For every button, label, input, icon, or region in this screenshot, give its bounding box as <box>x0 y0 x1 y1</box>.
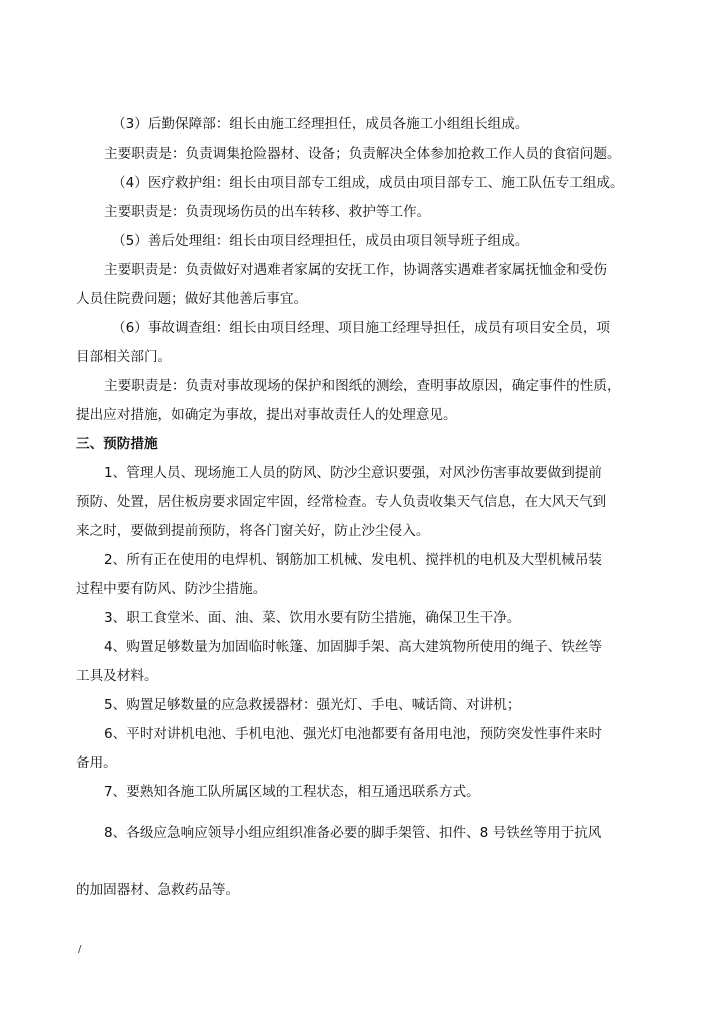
paragraph-aftermath-title: （5）善后处理组：组长由项目经理担任，成员由项目领导班子组成。 <box>112 233 529 249</box>
paragraph-investigation-duty-2: 提出应对措施，如确定为事故，提出对事故责任人的处理意见。 <box>76 407 457 423</box>
page-footer-mark: / <box>78 944 82 955</box>
paragraph-investigation-duty-1: 主要职责是：负责对事故现场的保护和图纸的测绘，查明事故原因，确定事件的性质， <box>104 378 621 394</box>
prevention-item-3: 3、职工食堂米、面、油、菜、饮用水要有防尘措施，确保卫生干净。 <box>104 610 521 626</box>
prevention-item-8-line-2: 的加固器材、急救药品等。 <box>76 882 240 898</box>
prevention-item-1-line-3: 来之时，要做到提前预防，将各门窗关好，防止沙尘侵入。 <box>76 523 430 539</box>
paragraph-investigation-title-1: （6）事故调查组：组长由项目经理、项目施工经理导担任，成员有项目安全员，项 <box>112 320 611 336</box>
prevention-item-7: 7、要熟知各施工队所属区域的工程状态，相互通迅联系方式。 <box>104 784 480 800</box>
paragraph-aftermath-duty-1: 主要职责是：负责做好对遇难者家属的安抚工作，协调落实遇难者家属抚恤金和受伤 <box>104 262 607 278</box>
paragraph-logistics-duty: 主要职责是：负责调集抢险器材、设备；负责解决全体参加抢救工作人员的食宿问题。 <box>104 146 621 162</box>
prevention-item-1-line-2: 预防、处置，居住板房要求固定牢固，经常检查。专人负责收集天气信息，在大风天气到 <box>76 494 607 510</box>
prevention-item-4-line-2: 工具及材料。 <box>76 668 158 684</box>
prevention-item-4-line-1: 4、购置足够数量为加固临时帐篷、加固脚手架、高大建筑物所使用的绳子、铁丝等 <box>104 639 603 655</box>
paragraph-logistics-title: （3）后勤保障部：组长由施工经理担任，成员各施工小组组长组成。 <box>112 116 529 132</box>
prevention-item-6-line-1: 6、平时对讲机电池、手机电池、强光灯电池都要有备用电池，预防突发性事件来时 <box>104 726 603 742</box>
prevention-item-6-line-2: 备用。 <box>76 755 117 771</box>
section-heading-prevention: 三、预防措施 <box>76 436 158 452</box>
paragraph-medical-title: （4）医疗救护组：组长由项目部专工组成，成员由项目部专工、施工队伍专工组成。 <box>112 175 624 191</box>
prevention-item-1-line-1: 1、管理人员、现场施工人员的防风、防沙尘意识要强，对风沙伤害事故要做到提前 <box>104 465 603 481</box>
paragraph-investigation-title-2: 目部相关部门。 <box>76 349 172 365</box>
paragraph-aftermath-duty-2: 人员住院费问题；做好其他善后事宜。 <box>76 291 308 307</box>
prevention-item-8-line-1: 8、各级应急响应领导小组应组织准备必要的脚手架管、扣件、8 号铁丝等用于抗风 <box>104 825 602 841</box>
prevention-item-5: 5、购置足够数量的应急救援器材：强光灯、手电、喊话筒、对讲机； <box>104 697 521 713</box>
prevention-item-2-line-1: 2、所有正在使用的电焊机、钢筋加工机械、发电机、搅拌机的电机及大型机械吊装 <box>104 552 603 568</box>
prevention-item-2-line-2: 过程中要有防风、防沙尘措施。 <box>76 581 267 597</box>
paragraph-medical-duty: 主要职责是：负责现场伤员的出车转移、救护等工作。 <box>104 204 431 220</box>
